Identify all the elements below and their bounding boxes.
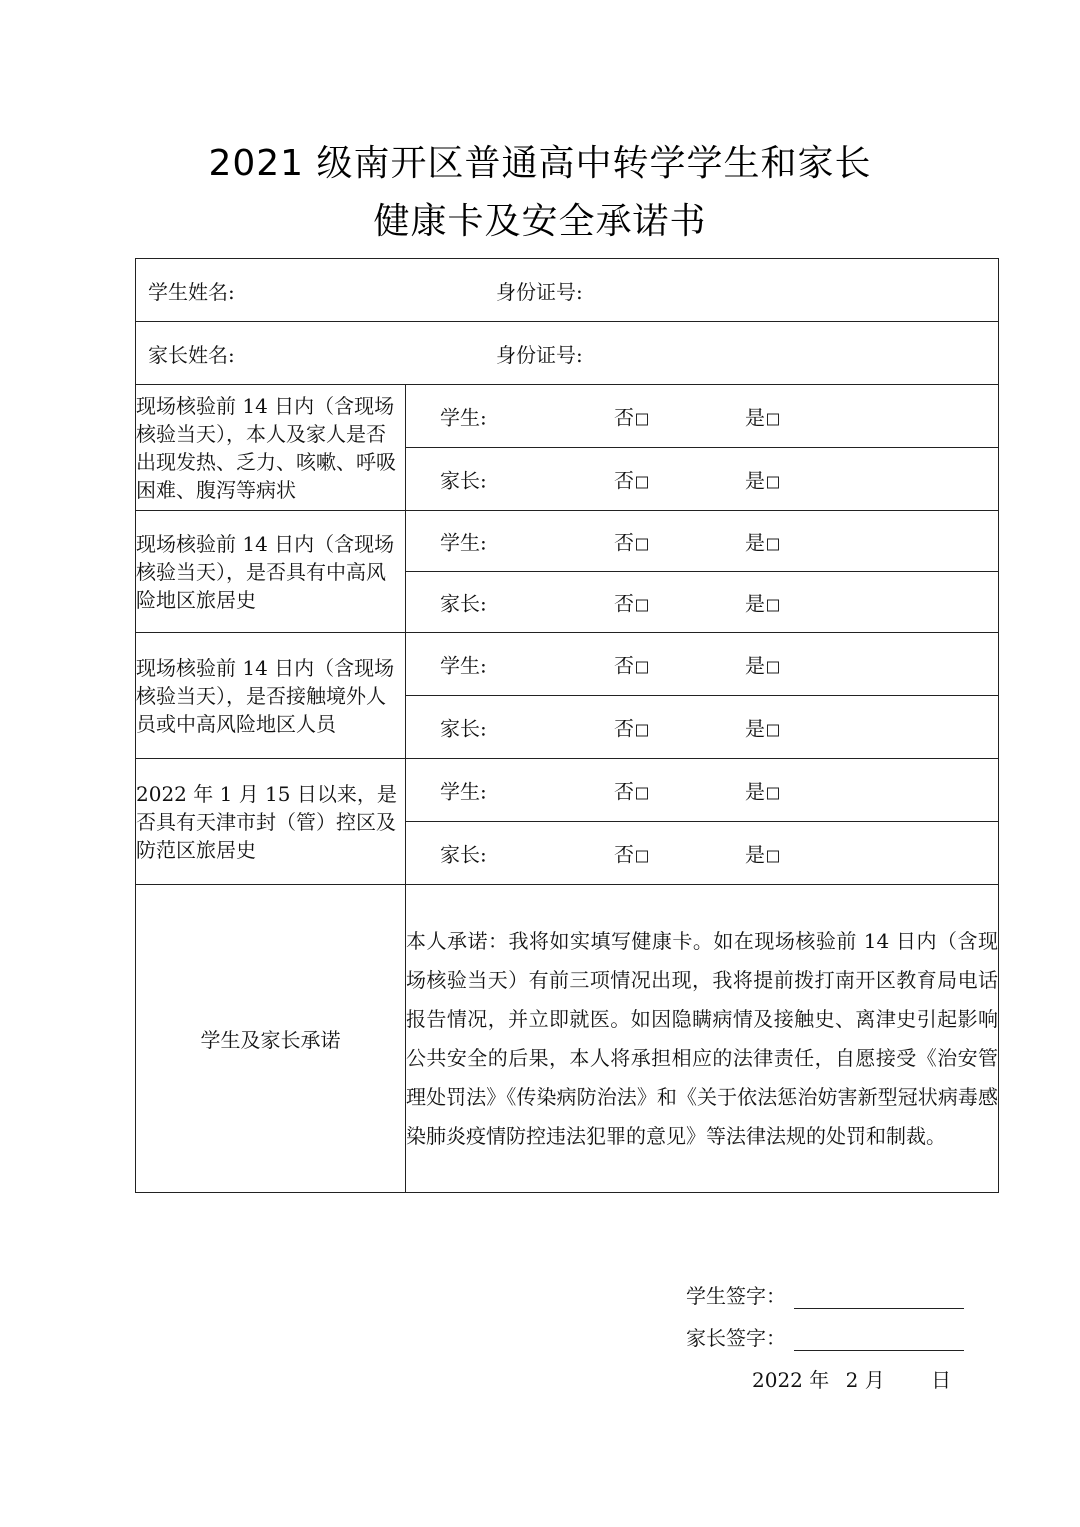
yes-option[interactable]: 是 xyxy=(745,527,779,556)
student-id-label: 身份证号: xyxy=(496,279,583,304)
parent-info-row xyxy=(136,322,999,385)
parent-answer-cell xyxy=(406,572,999,633)
student-answer-cell xyxy=(406,759,999,822)
yes-option[interactable]: 是 xyxy=(745,588,779,617)
no-option[interactable]: 否 xyxy=(614,713,648,742)
checkbox-icon[interactable] xyxy=(636,851,648,863)
pledge-text: 本人承诺：我将如实填写健康卡。如在现场核验前 14 日内（含现场核验当天）有前三项情况出现，我将提前拨打南开区教育局电话报告情况，并立即就医。如因隐瞒病情及接触史、离津史引起影响公共安全的后果，本人将承担相应的法律责任，自愿接受《治安管理处罚法》《传染病防治法》和《关于依法惩治妨害新型冠状病毒感染肺炎疫情防控违法犯罪的意见》等法律法规的处罚和制裁。 xyxy=(406,885,999,1193)
question-text: 现场核验前 14 日内（含现场核验当天），是否接触境外人员或中高风险地区人员 xyxy=(136,633,406,759)
date-month: 2 月 xyxy=(845,1368,885,1392)
form-title-line1: 2021 级南开区普通高中转学学生和家长 xyxy=(208,143,872,184)
yes-option[interactable]: 是 xyxy=(745,402,779,431)
checkbox-icon[interactable] xyxy=(767,725,779,737)
checkbox-icon[interactable] xyxy=(767,788,779,800)
parent-label: 家长: xyxy=(440,468,487,493)
parent-answer-cell xyxy=(406,448,999,511)
student-answer-cell xyxy=(406,385,999,448)
student-info-row xyxy=(136,259,999,322)
checkbox-icon[interactable] xyxy=(636,788,648,800)
student-label: 学生: xyxy=(440,530,487,555)
student-name-label: 学生姓名: xyxy=(148,279,235,304)
health-card-table xyxy=(135,258,999,1193)
student-label: 学生: xyxy=(440,779,487,804)
yes-option[interactable]: 是 xyxy=(745,713,779,742)
parent-label: 家长: xyxy=(440,842,487,867)
pledge-row xyxy=(136,885,999,1193)
student-answer-cell xyxy=(406,511,999,572)
checkbox-icon[interactable] xyxy=(636,662,648,674)
student-signature-label: 学生签字： xyxy=(686,1284,786,1308)
question-text: 2022 年 1 月 15 日以来，是否具有天津市封（管）控区及防范区旅居史 xyxy=(136,759,406,885)
no-option[interactable]: 否 xyxy=(614,839,648,868)
date-day: 日 xyxy=(931,1368,952,1392)
parent-name-label: 家长姓名: xyxy=(148,342,235,367)
checkbox-icon[interactable] xyxy=(636,725,648,737)
checkbox-icon[interactable] xyxy=(636,539,648,551)
checkbox-icon[interactable] xyxy=(767,851,779,863)
question-row xyxy=(136,759,999,822)
no-option[interactable]: 否 xyxy=(614,588,648,617)
checkbox-icon[interactable] xyxy=(767,477,779,489)
student-label: 学生: xyxy=(440,653,487,678)
student-signature-line[interactable] xyxy=(794,1286,964,1309)
yes-option[interactable]: 是 xyxy=(745,776,779,805)
parent-signature xyxy=(686,1322,964,1351)
student-label: 学生: xyxy=(440,405,487,430)
signature-date xyxy=(752,1364,961,1393)
checkbox-icon[interactable] xyxy=(636,414,648,426)
question-row xyxy=(136,633,999,696)
question-row xyxy=(136,511,999,572)
no-option[interactable]: 否 xyxy=(614,465,648,494)
question-row xyxy=(136,385,999,448)
parent-answer-cell xyxy=(406,822,999,885)
yes-option[interactable]: 是 xyxy=(745,650,779,679)
no-option[interactable]: 否 xyxy=(614,776,648,805)
parent-label: 家长: xyxy=(440,716,487,741)
checkbox-icon[interactable] xyxy=(636,600,648,612)
parent-signature-label: 家长签字： xyxy=(686,1326,786,1350)
form-title-line2: 健康卡及安全承诺书 xyxy=(373,201,707,242)
student-answer-cell xyxy=(406,633,999,696)
checkbox-icon[interactable] xyxy=(636,477,648,489)
yes-option[interactable]: 是 xyxy=(745,465,779,494)
question-text: 现场核验前 14 日内（含现场核验当天），本人及家人是否出现发热、乏力、咳嗽、呼吸困难、腹泻等病状 xyxy=(136,385,406,511)
date-year: 2022 年 xyxy=(752,1368,830,1392)
parent-answer-cell xyxy=(406,696,999,759)
parent-signature-line[interactable] xyxy=(794,1328,964,1351)
no-option[interactable]: 否 xyxy=(614,527,648,556)
checkbox-icon[interactable] xyxy=(767,662,779,674)
question-text: 现场核验前 14 日内（含现场核验当天），是否具有中高风险地区旅居史 xyxy=(136,511,406,633)
checkbox-icon[interactable] xyxy=(767,414,779,426)
no-option[interactable]: 否 xyxy=(614,402,648,431)
parent-label: 家长: xyxy=(440,591,487,616)
checkbox-icon[interactable] xyxy=(767,539,779,551)
parent-id-label: 身份证号: xyxy=(496,342,583,367)
checkbox-icon[interactable] xyxy=(767,600,779,612)
no-option[interactable]: 否 xyxy=(614,650,648,679)
yes-option[interactable]: 是 xyxy=(745,839,779,868)
pledge-label: 学生及家长承诺 xyxy=(136,885,406,1193)
student-signature xyxy=(686,1280,964,1309)
